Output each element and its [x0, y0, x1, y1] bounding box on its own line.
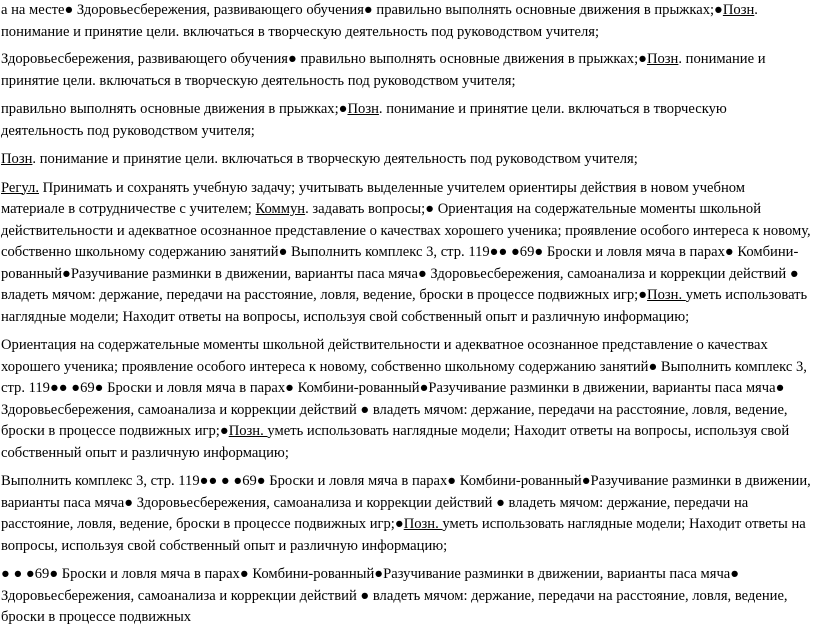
paragraph-text: Принимать и сохранять учебную задачу; учитывать выделенные учителем ориентиры действия в новом учебном материале в сотрудничестве с учителем; — [1, 179, 746, 217]
underlined-term: Позн — [722, 2, 755, 18]
paragraph-text: . понимание и принятие цели. включаться в творческую деятельность под руководством учителя; — [1, 101, 727, 139]
underlined-term: Позн. — [403, 516, 443, 532]
paragraph-8 — [0, 564, 812, 629]
paragraph-3 — [0, 99, 812, 142]
paragraph-text: уметь использовать наглядные модели; Находит ответы на вопросы, используя свой собственный опыт и различную информацию; — [1, 423, 790, 461]
underlined-term: Позн. — [228, 423, 268, 439]
paragraph-2 — [0, 49, 812, 92]
underlined-term: Позн — [347, 101, 379, 117]
underlined-term: Позн — [646, 51, 679, 67]
paragraph-text: ● ● ●69● Броски и ловля мяча в парах● Комбини-рованный●Разучивание разминки в движении, варианты паса мяча● Здоровьесбережения, самоанализа и коррекции действий ● владеть мячом: держание, передачи на расстояние, ловля, ведение, броски в процессе подвижных — [1, 566, 788, 625]
paragraph-text: . понимание и принятие цели. включаться в творческую деятельность под руководством учителя; — [1, 51, 766, 89]
paragraph-6 — [0, 335, 812, 464]
paragraph-text: Ориентация на содержательные моменты школьной действительности и адекватное осознанное представление о качествах хорошего ученика; проявление особого интереса к новому, собственно школьному содержанию занятий● Выполнить комплекс 3, стр. 119●● ●69● Броски и ловля мяча в парах● Комбини-рованный●Разучивание разминки в движении, варианты паса мяча● Здоровьесбережения, самоанализа и коррекции действий ● владеть мячом: держание, передачи на расстояние, ловля, ведение, броски в процессе подвижных игр;● — [1, 337, 807, 439]
paragraph-text: . понимание и принятие цели. включаться в творческую деятельность под руководством учителя; — [1, 2, 758, 40]
paragraph-text: а на месте● Здоровьесбережения, развивающего обучения● правильно выполнять основные движения в прыжках;● — [1, 2, 723, 18]
paragraph-text: уметь использовать наглядные модели; Находит ответы на вопросы, используя свой собственный опыт и различную информацию; — [1, 287, 808, 325]
underlined-term: Позн. — [647, 287, 686, 303]
underlined-term: Регул. — [1, 179, 39, 196]
underlined-term: Коммун — [255, 201, 306, 217]
paragraph-4 — [0, 149, 812, 171]
paragraph-5 — [0, 178, 812, 329]
paragraph-text: . задавать вопросы;● Ориентация на содержательные моменты школьной действительности и адекватное осознанное представление о качествах хорошего ученика; проявление особого интереса к новому, собственно школьному содержанию занятий● Выполнить комплекс 3, стр. 119●● ●69● Броски и ловля мяча в парах● Комбини-рованный●Разучивание разминки в движении, варианты паса мяча● Здоровьесбережения, самоанализа и коррекции действий ● владеть мячом: держание, передачи на расстояние, ловля, ведение, броски в процессе подвижных игр;● — [1, 201, 811, 303]
paragraph-text: правильно выполнять основные движения в прыжках;● — [1, 101, 348, 117]
paragraph-text: Выполнить комплекс 3, стр. 119●● ● ●69● Броски и ловля мяча в парах● Комбини-рованный●Разучивание разминки в движении, варианты паса мяча● Здоровьесбережения, самоанализа и коррекции действий ● владеть мячом: держание, передачи на расстояние, ловля, ведение, броски в процессе подвижных игр;● — [1, 473, 811, 532]
paragraph-1 — [0, 0, 812, 43]
paragraph-7 — [0, 471, 812, 557]
paragraph-text: уметь использовать наглядные модели; Находит ответы на вопросы, используя свой собственный опыт и различную информацию; — [1, 516, 806, 554]
paragraph-text: . понимание и принятие цели. включаться в творческую деятельность под руководством учителя; — [32, 151, 638, 167]
underlined-term: Позн — [1, 151, 33, 167]
paragraph-text: Здоровьесбережения, развивающего обучения● правильно выполнять основные движения в прыжках;● — [1, 51, 647, 67]
